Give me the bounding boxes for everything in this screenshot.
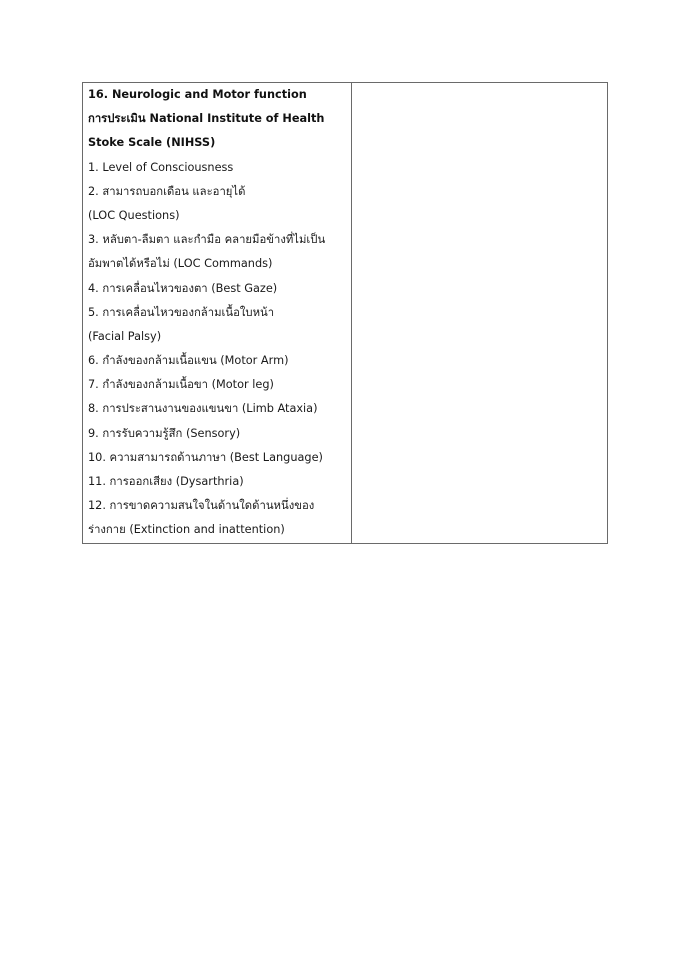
section-heading-line: 16. Neurologic and Motor function	[88, 88, 307, 101]
item-line: 5. การเคลื่อนไหวของกล้ามเนื้อใบหน้า	[88, 305, 275, 319]
item-line: 2. สามารถบอกเดือน และอายุได้	[88, 184, 246, 198]
item-line: 12. การขาดความสนใจในด้านใดด้านหนึ่งของ	[88, 499, 315, 513]
item-line: 4. การเคลื่อนไหวของตา (Best Gaze)	[88, 281, 278, 295]
assessment-table	[82, 82, 608, 544]
item-line: 1. Level of Consciousness	[88, 160, 234, 174]
item-line: 7. กำลังของกล้ามเนื้อขา (Motor leg)	[88, 378, 274, 392]
item-line: 9. การรับความรู้สึก (Sensory)	[88, 426, 241, 440]
assessment-result-cell[interactable]	[352, 83, 608, 544]
assessment-criteria-cell	[83, 83, 352, 544]
item-line: อัมพาตได้หรือไม่ (LOC Commands)	[88, 257, 273, 271]
item-line: 8. การประสานงานของแขนขา (Limb Ataxia)	[88, 402, 318, 416]
section-heading-line: การประเมิน National Institute of Health	[88, 112, 325, 126]
item-line: (LOC Questions)	[88, 208, 180, 222]
item-line: ร่างกาย (Extinction and inattention)	[88, 523, 285, 537]
section-heading-line: Stoke Scale (NIHSS)	[88, 136, 216, 150]
item-line: 11. การออกเสียง (Dysarthria)	[88, 475, 244, 488]
item-line: 10. ความสามารถด้านภาษา (Best Language)	[88, 450, 323, 464]
item-line: 3. หลับตา-ลืมตา และกำมือ คลายมือข้างที่ไม่เป็น	[88, 233, 326, 247]
criteria-content	[88, 83, 347, 543]
table-row	[83, 83, 608, 544]
item-line: 6. กำลังของกล้ามเนื้อแขน (Motor Arm)	[88, 354, 289, 368]
item-line: (Facial Palsy)	[88, 329, 162, 343]
